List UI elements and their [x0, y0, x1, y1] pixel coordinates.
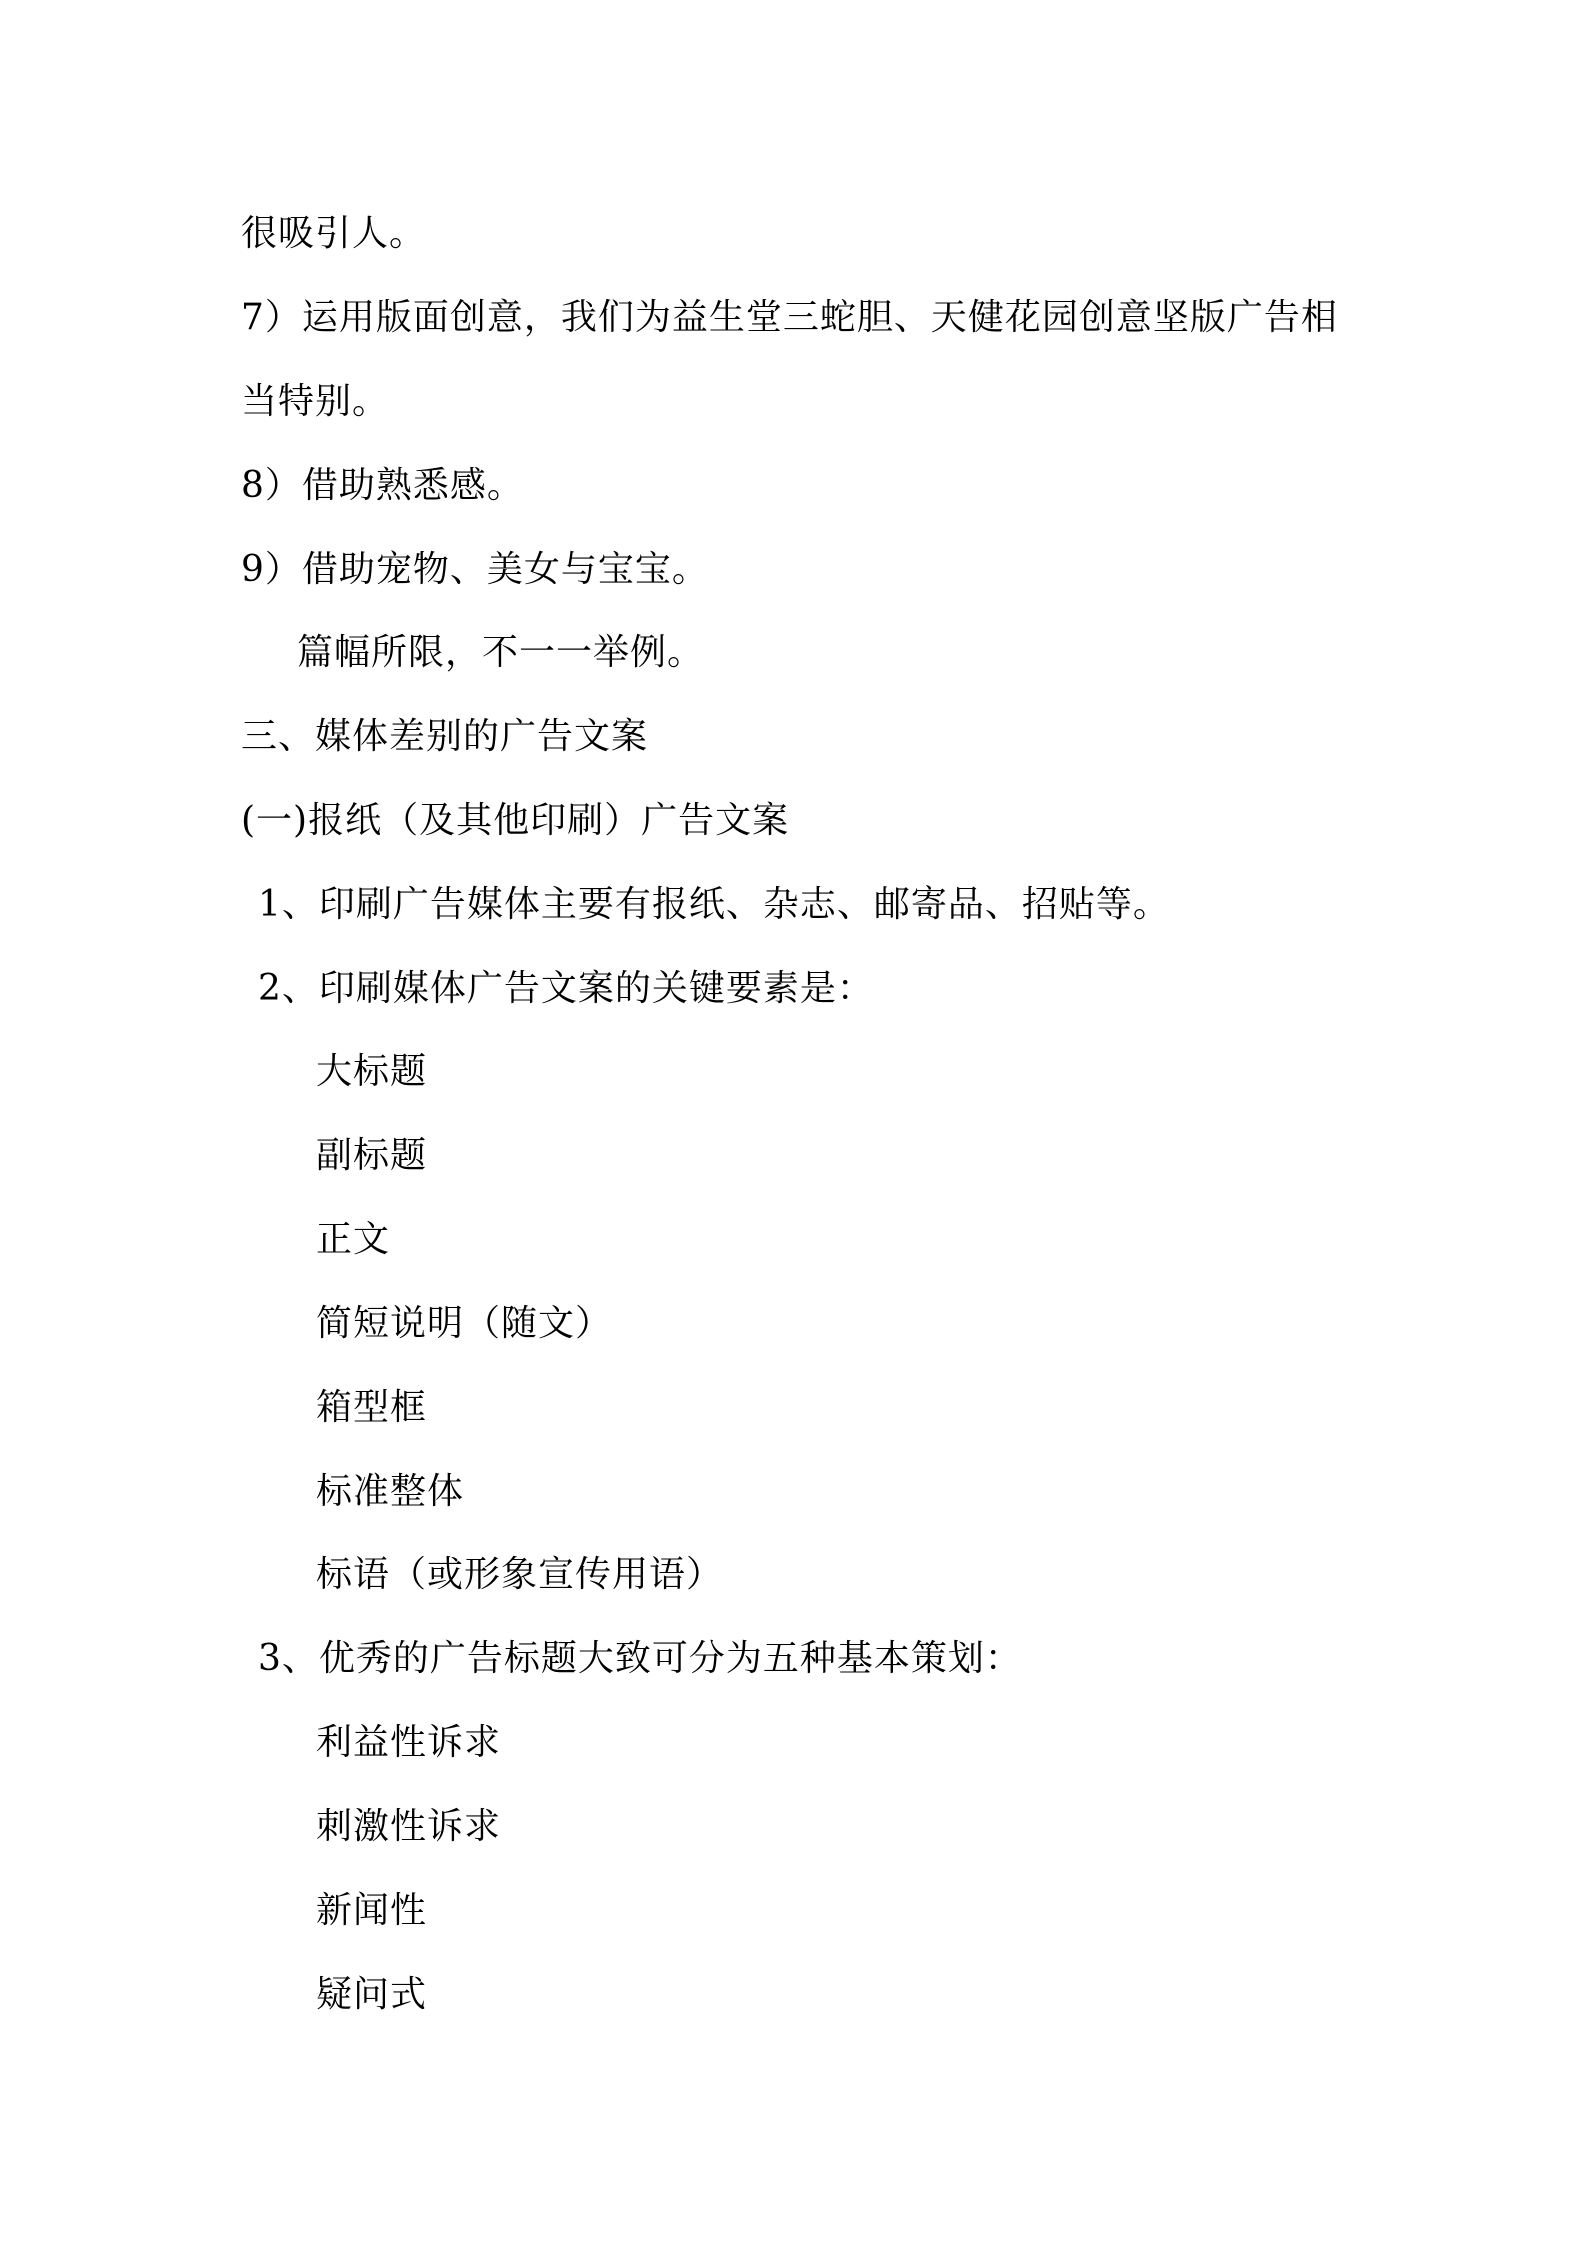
text-line: 当特别。: [241, 381, 390, 422]
list-item: 箱型框: [316, 1387, 428, 1428]
text-line: 9）借助宠物、美女与宝宝。: [241, 549, 709, 590]
list-item: 标语（或形象宣传用语）: [316, 1554, 724, 1595]
list-item: 标准整体: [316, 1471, 465, 1512]
section-heading: 三、媒体差别的广告文案: [241, 716, 649, 757]
text-line: 很吸引人。: [241, 213, 427, 254]
list-item: 刺激性诉求: [316, 1806, 502, 1847]
text-line: 8）借助熟悉感。: [241, 465, 524, 506]
numbered-item: 3、优秀的广告标题大致可分为五种基本策划：: [258, 1638, 1022, 1679]
list-item: 简短说明（随文）: [316, 1303, 613, 1344]
list-item: 大标题: [316, 1051, 428, 1092]
list-item: 疑问式: [316, 1974, 428, 2015]
numbered-item: 1、印刷广告媒体主要有报纸、杂志、邮寄品、招贴等。: [258, 884, 1170, 925]
list-item: 利益性诉求: [316, 1722, 502, 1763]
list-item: 副标题: [316, 1135, 428, 1176]
list-item: 正文: [316, 1219, 391, 1260]
list-item: 新闻性: [316, 1890, 428, 1931]
text-line: 篇幅所限，不一一举例。: [297, 632, 705, 673]
numbered-item: 2、印刷媒体广告文案的关键要素是：: [258, 968, 874, 1009]
text-line: 7）运用版面创意，我们为益生堂三蛇胆、天健花园创意坚版广告相: [241, 297, 1338, 338]
subsection-heading: (一)报纸（及其他印刷）广告文案: [241, 800, 790, 841]
